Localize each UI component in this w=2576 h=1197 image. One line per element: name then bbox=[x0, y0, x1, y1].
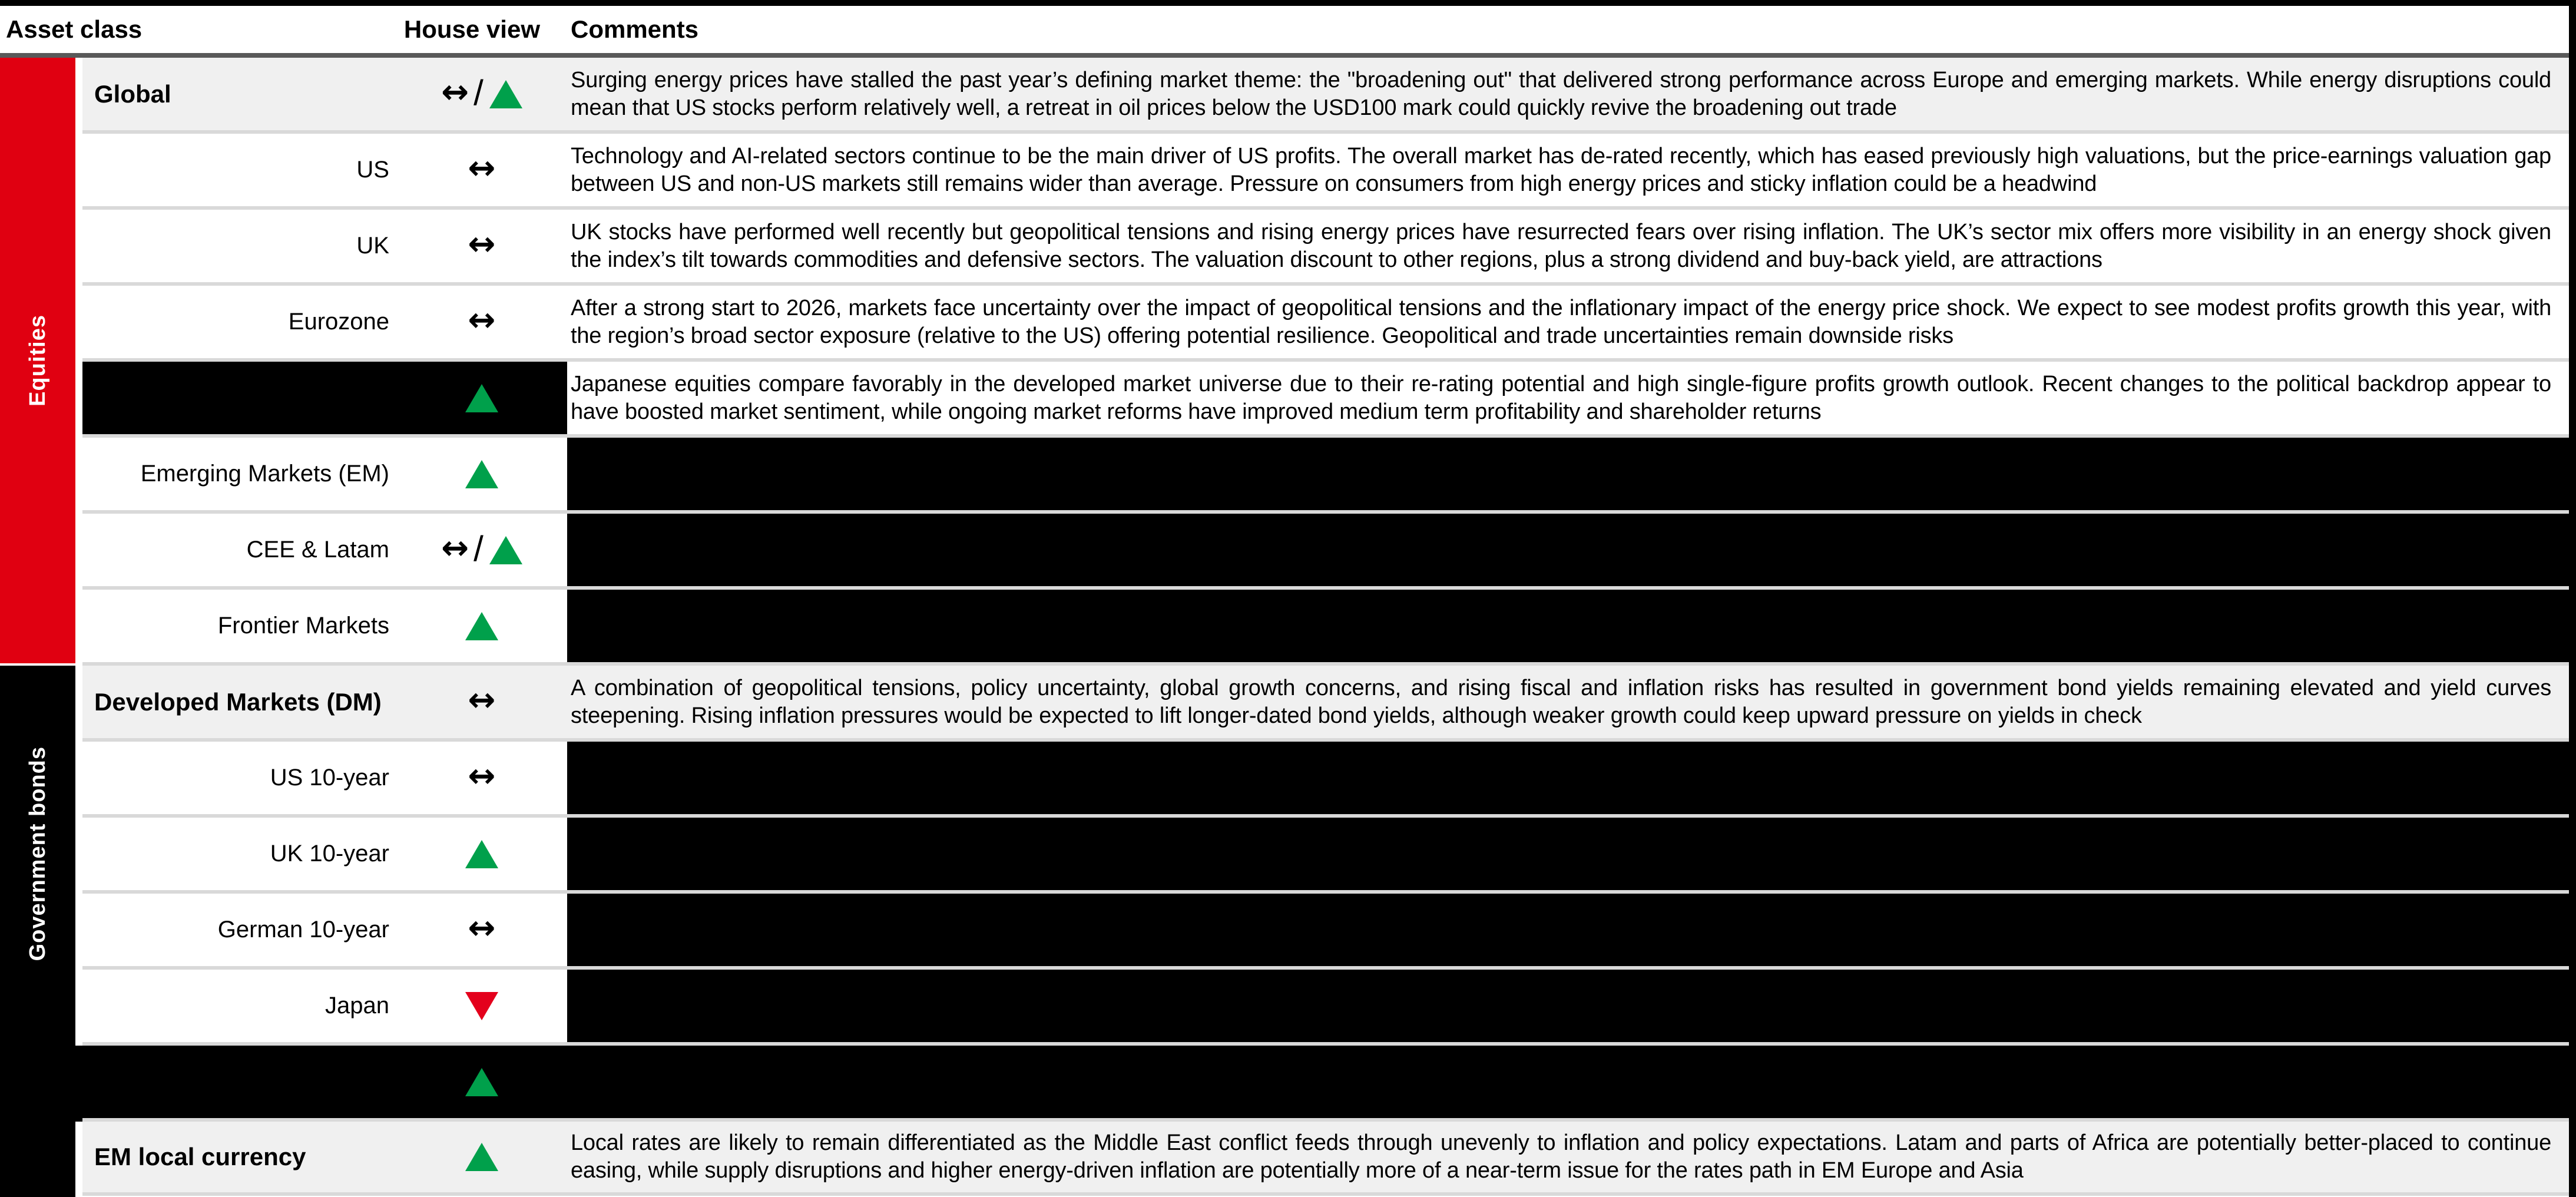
house-view-cell bbox=[396, 970, 567, 1042]
house-view-cell bbox=[396, 438, 567, 510]
band-spacer bbox=[0, 134, 82, 210]
comment-cell bbox=[567, 514, 2569, 586]
table-row bbox=[0, 134, 2569, 210]
table-row bbox=[0, 58, 2569, 134]
band-spacer bbox=[0, 286, 82, 362]
house-view-cell bbox=[396, 514, 567, 586]
comment-cell bbox=[567, 362, 2569, 434]
comment-cell bbox=[567, 1046, 2569, 1118]
government-bonds-section-label: Government bonds bbox=[25, 746, 50, 961]
asset-class-cell bbox=[82, 210, 396, 282]
asset-class-cell bbox=[82, 894, 396, 966]
up-triangle-icon bbox=[465, 384, 498, 412]
table-row bbox=[0, 514, 2569, 590]
band-spacer bbox=[0, 590, 82, 666]
house-view-cell bbox=[396, 134, 567, 206]
header-asset-class: Asset class bbox=[6, 15, 143, 43]
band-spacer bbox=[0, 514, 82, 590]
house-view-cell bbox=[396, 894, 567, 966]
asset-class-label: US 10-year bbox=[270, 765, 389, 791]
table-row bbox=[0, 362, 2569, 438]
house-view-cell bbox=[396, 1122, 567, 1192]
asset-class-label: Frontier Markets bbox=[217, 613, 389, 639]
asset-class-label: UK 10-year bbox=[270, 841, 389, 867]
asset-class-label: US bbox=[356, 157, 389, 183]
comment-cell bbox=[567, 210, 2569, 282]
top-border bbox=[0, 0, 2569, 6]
asset-class-label: German 10-year bbox=[217, 917, 389, 943]
sideways-arrow-icon: ↔ bbox=[468, 756, 496, 795]
table-row bbox=[0, 1046, 2569, 1122]
table-row bbox=[0, 742, 2569, 818]
asset-class-cell bbox=[82, 1046, 396, 1118]
comment-cell bbox=[567, 58, 2569, 130]
table-row bbox=[0, 818, 2569, 894]
asset-class-label: Eurozone bbox=[288, 309, 389, 335]
sideways-arrow-icon: ↔ bbox=[441, 72, 469, 111]
up-triangle-icon bbox=[465, 460, 498, 488]
table-row bbox=[0, 970, 2569, 1046]
table-row bbox=[0, 286, 2569, 362]
asset-class-label: Emerging Markets (EM) bbox=[140, 461, 389, 487]
band-spacer bbox=[0, 362, 82, 438]
band-spacer bbox=[0, 818, 82, 894]
comment-text: Surging energy prices have stalled the past year’s defining market theme: the "broadening out" that delivered strong performance across Europe and emerging markets. While energy disruptions could mean that US stocks perform relatively well, a retreat in oil prices below the USD100 mark could quickly revive the broadening out trade bbox=[571, 67, 2551, 120]
table-row bbox=[0, 210, 2569, 286]
asset-class-cell bbox=[82, 362, 396, 434]
band-spacer bbox=[0, 1046, 82, 1122]
band-spacer bbox=[0, 970, 82, 1046]
sideways-arrow-icon: ↔ bbox=[468, 224, 496, 263]
header-rule bbox=[0, 53, 2569, 58]
asset-class-cell bbox=[82, 742, 396, 814]
band-spacer bbox=[0, 438, 82, 514]
house-view-cell bbox=[396, 286, 567, 358]
asset-class-label: Developed Markets (DM) bbox=[94, 687, 382, 716]
comment-cell bbox=[567, 894, 2569, 966]
up-triangle-icon bbox=[489, 80, 522, 108]
comment-cell bbox=[567, 1122, 2569, 1192]
house-view-cell bbox=[396, 210, 567, 282]
asset-class-cell bbox=[82, 1122, 396, 1192]
sideways-arrow-icon: ↔ bbox=[441, 528, 469, 567]
asset-class-label: Global bbox=[94, 80, 171, 108]
header-comments: Comments bbox=[571, 15, 699, 43]
comment-text: UK stocks have performed well recently but geopolitical tensions and rising energy prices have resurrected fears over rising inflation. The UK’s sector mix offers more visibility in an energy shock given the index’s tilt towards commodities and defensive sectors. The valuation discount to other regions, plus a strong dividend and buy-back yield, are attractions bbox=[571, 219, 2551, 272]
house-view-cell bbox=[396, 666, 567, 738]
band-spacer bbox=[0, 210, 82, 286]
asset-class-cell bbox=[82, 286, 396, 358]
slash-icon: / bbox=[474, 72, 484, 113]
asset-class-label: UK bbox=[356, 233, 389, 259]
asset-class-cell bbox=[82, 666, 396, 738]
comment-text: Japanese equities compare favorably in the developed market universe due to their re-rating potential and high single-figure profits growth outlook. Recent changes to the political backdrop appear to have boosted market sentiment, while ongoing market reforms have improved medium term profitability and shareholder returns bbox=[571, 371, 2551, 424]
header-house-view: House view bbox=[403, 15, 540, 43]
table-row bbox=[0, 894, 2569, 970]
band-spacer bbox=[0, 58, 82, 134]
band-spacer bbox=[0, 1122, 82, 1196]
sideways-arrow-icon: ↔ bbox=[468, 148, 496, 187]
slash-icon: / bbox=[474, 528, 484, 568]
comment-cell bbox=[567, 970, 2569, 1042]
asset-class-cell bbox=[82, 58, 396, 130]
house-view-cell bbox=[396, 590, 567, 662]
asset-class-label: EM local currency bbox=[94, 1143, 306, 1170]
up-triangle-icon bbox=[489, 536, 522, 564]
up-triangle-icon bbox=[465, 1143, 498, 1171]
house-view-cell bbox=[396, 742, 567, 814]
house-view-cell bbox=[396, 58, 567, 130]
comment-text: After a strong start to 2026, markets face uncertainty over the impact of geopolitical tensions and the inflationary impact of the energy price shock. We expect to see modest profits growth this year, with the region’s broad sector exposure (relative to the US) offering potential resilience. Geopolitical and trade uncertainties remain downside risks bbox=[571, 295, 2551, 348]
house-view-cell bbox=[396, 818, 567, 890]
comment-cell bbox=[567, 742, 2569, 814]
asset-class-label: CEE & Latam bbox=[246, 537, 389, 563]
asset-class-cell bbox=[82, 134, 396, 206]
up-triangle-icon bbox=[465, 1068, 498, 1096]
band-spacer bbox=[0, 666, 82, 742]
house-view-cell bbox=[396, 362, 567, 434]
table-row bbox=[0, 1122, 2569, 1196]
comment-cell bbox=[567, 134, 2569, 206]
asset-class-cell bbox=[82, 514, 396, 586]
sideways-arrow-icon: ↔ bbox=[468, 908, 496, 947]
band-spacer bbox=[0, 894, 82, 970]
comment-cell bbox=[567, 818, 2569, 890]
equities-section-label: Equities bbox=[25, 315, 50, 406]
asset-class-cell bbox=[82, 438, 396, 510]
asset-class-cell bbox=[82, 970, 396, 1042]
sideways-arrow-icon: ↔ bbox=[468, 680, 496, 719]
up-triangle-icon bbox=[465, 840, 498, 868]
up-triangle-icon bbox=[465, 612, 498, 640]
table-header bbox=[0, 6, 2569, 53]
comment-cell bbox=[567, 590, 2569, 662]
comment-cell bbox=[567, 666, 2569, 738]
asset-class-label: Japan bbox=[325, 993, 389, 1019]
comment-text: A combination of geopolitical tensions, policy uncertainty, global growth concerns, and rising fiscal and inflation risks has resulted in government bond yields remaining elevated and yield curves steepening. Rising inflation pressures would be expected to lift longer-dated bond yields, although weaker growth could keep upward pressure on yields in check bbox=[571, 675, 2551, 728]
down-triangle-icon bbox=[465, 992, 498, 1020]
table-row bbox=[0, 666, 2569, 742]
band-spacer bbox=[0, 742, 82, 818]
comment-cell bbox=[567, 286, 2569, 358]
table-row bbox=[0, 590, 2569, 666]
house-view-cell bbox=[396, 1046, 567, 1118]
table-body bbox=[0, 58, 2569, 1196]
comment-text: Technology and AI-related sectors continue to be the main driver of US profits. The overall market has de-rated recently, which has eased previously high valuations, but the price-earnings valuation gap between US and non-US markets still remains wider than average. Pressure on consumers from high energy prices and sticky inflation could be a headwind bbox=[571, 143, 2551, 196]
sideways-arrow-icon: ↔ bbox=[468, 300, 496, 339]
asset-class-cell bbox=[82, 818, 396, 890]
table-row bbox=[0, 438, 2569, 514]
asset-class-cell bbox=[82, 590, 396, 662]
comment-cell bbox=[567, 438, 2569, 510]
comment-text: Local rates are likely to remain differentiated as the Middle East conflict feeds through unevenly to inflation and policy expectations. Latam and parts of Africa are potentially better-placed to continue easing, while supply disruptions and higher energy-driven inflation are potentially more of a near-term issue for the rates path in EM Europe and Asia bbox=[571, 1130, 2551, 1183]
